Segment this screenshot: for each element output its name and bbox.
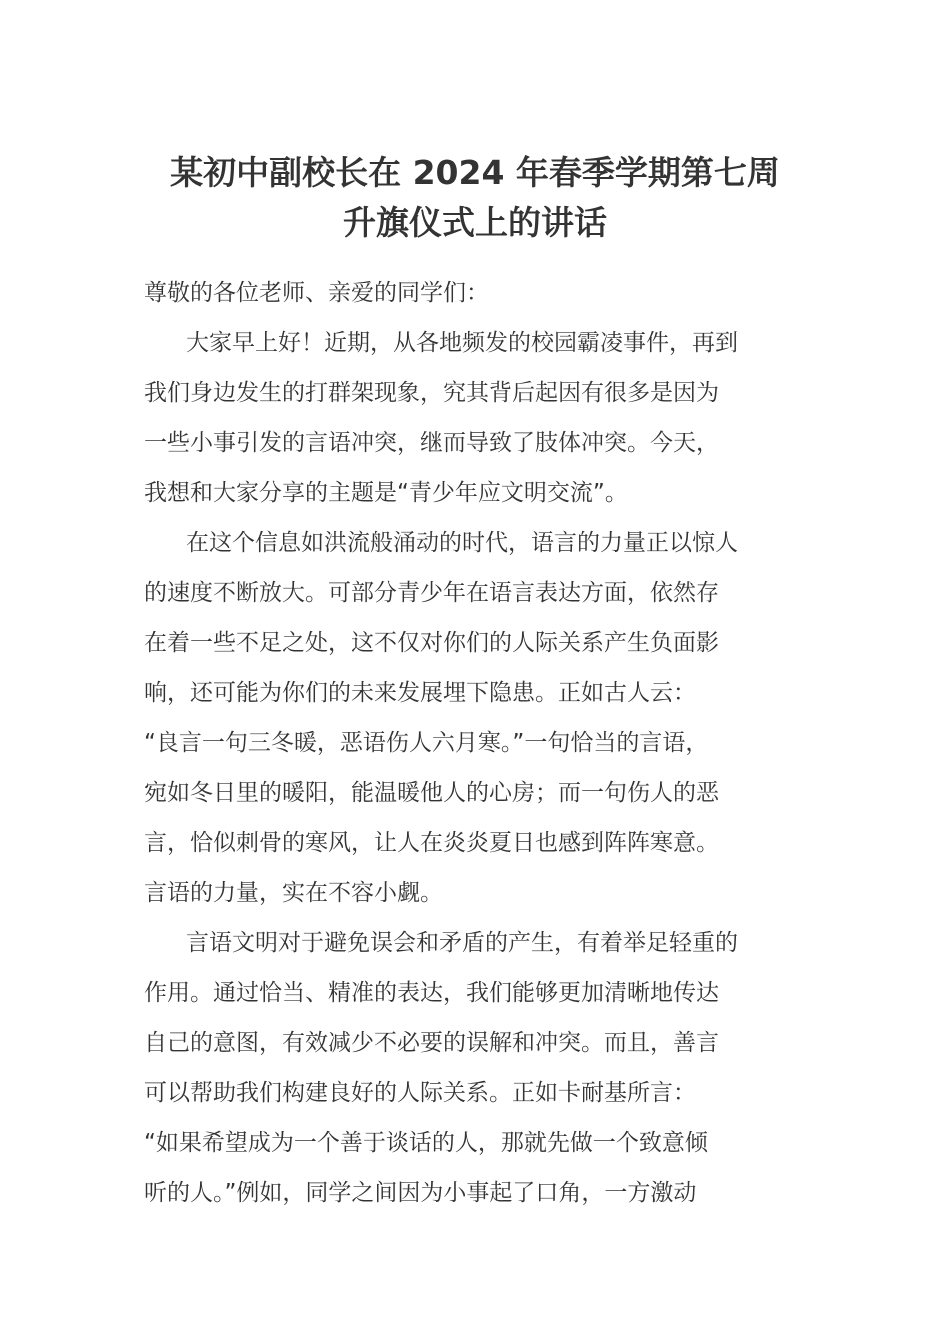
title-line-2: 升旗仪式上的讲话	[343, 203, 607, 242]
paragraph-line: 宛如冬日里的暖阳，能温暖他人的心房；而一句伤人的恶	[144, 780, 719, 806]
paragraph-line: 的速度不断放大。可部分青少年在语言表达方面，依然存	[144, 580, 719, 606]
paragraph-line: 听的人。”例如，同学之间因为小事起了口角，一方激动	[144, 1180, 697, 1206]
paragraph-line: 作用。通过恰当、精准的表达，我们能够更加清晰地传达	[144, 980, 719, 1006]
paragraph-line: “良言一句三冬暖，恶语伤人六月寒。”一句恰当的言语，	[144, 730, 709, 756]
paragraph-line: 响，还可能为你们的未来发展埋下隐患。正如古人云：	[144, 680, 696, 706]
paragraph-line: 可以帮助我们构建良好的人际关系。正如卡耐基所言：	[144, 1080, 696, 1106]
paragraph-line: 言语文明对于避免误会和矛盾的产生，有着举足轻重的	[186, 930, 738, 956]
salutation: 尊敬的各位老师、亲爱的同学们：	[144, 280, 489, 306]
paragraph-line: 我们身边发生的打群架现象，究其背后起因有很多是因为	[144, 380, 719, 406]
paragraph-line: 言语的力量，实在不容小觑。	[144, 880, 443, 906]
paragraph-line: 自己的意图，有效减少不必要的误解和冲突。而且，善言	[144, 1030, 719, 1056]
title-line-1: 某初中副校长在 2024 年春季学期第七周	[170, 153, 780, 192]
document-body	[144, 268, 808, 1218]
paragraph-line: 大家早上好！近期，从各地频发的校园霸凌事件，再到	[186, 330, 738, 356]
paragraph-line: 我想和大家分享的主题是“青少年应文明交流”。	[144, 480, 628, 506]
paragraph-line: 在着一些不足之处，这不仅对你们的人际关系产生负面影	[144, 630, 719, 656]
paragraph-line: “如果希望成为一个善于谈话的人，那就先做一个致意倾	[144, 1130, 708, 1156]
paragraph-line: 一些小事引发的言语冲突，继而导致了肢体冲突。今天，	[144, 430, 719, 456]
paragraph-line: 言，恰似刺骨的寒风，让人在炎炎夏日也感到阵阵寒意。	[144, 830, 719, 856]
paragraph-line: 在这个信息如洪流般涌动的时代，语言的力量正以惊人	[186, 530, 738, 556]
document-title	[130, 148, 820, 248]
